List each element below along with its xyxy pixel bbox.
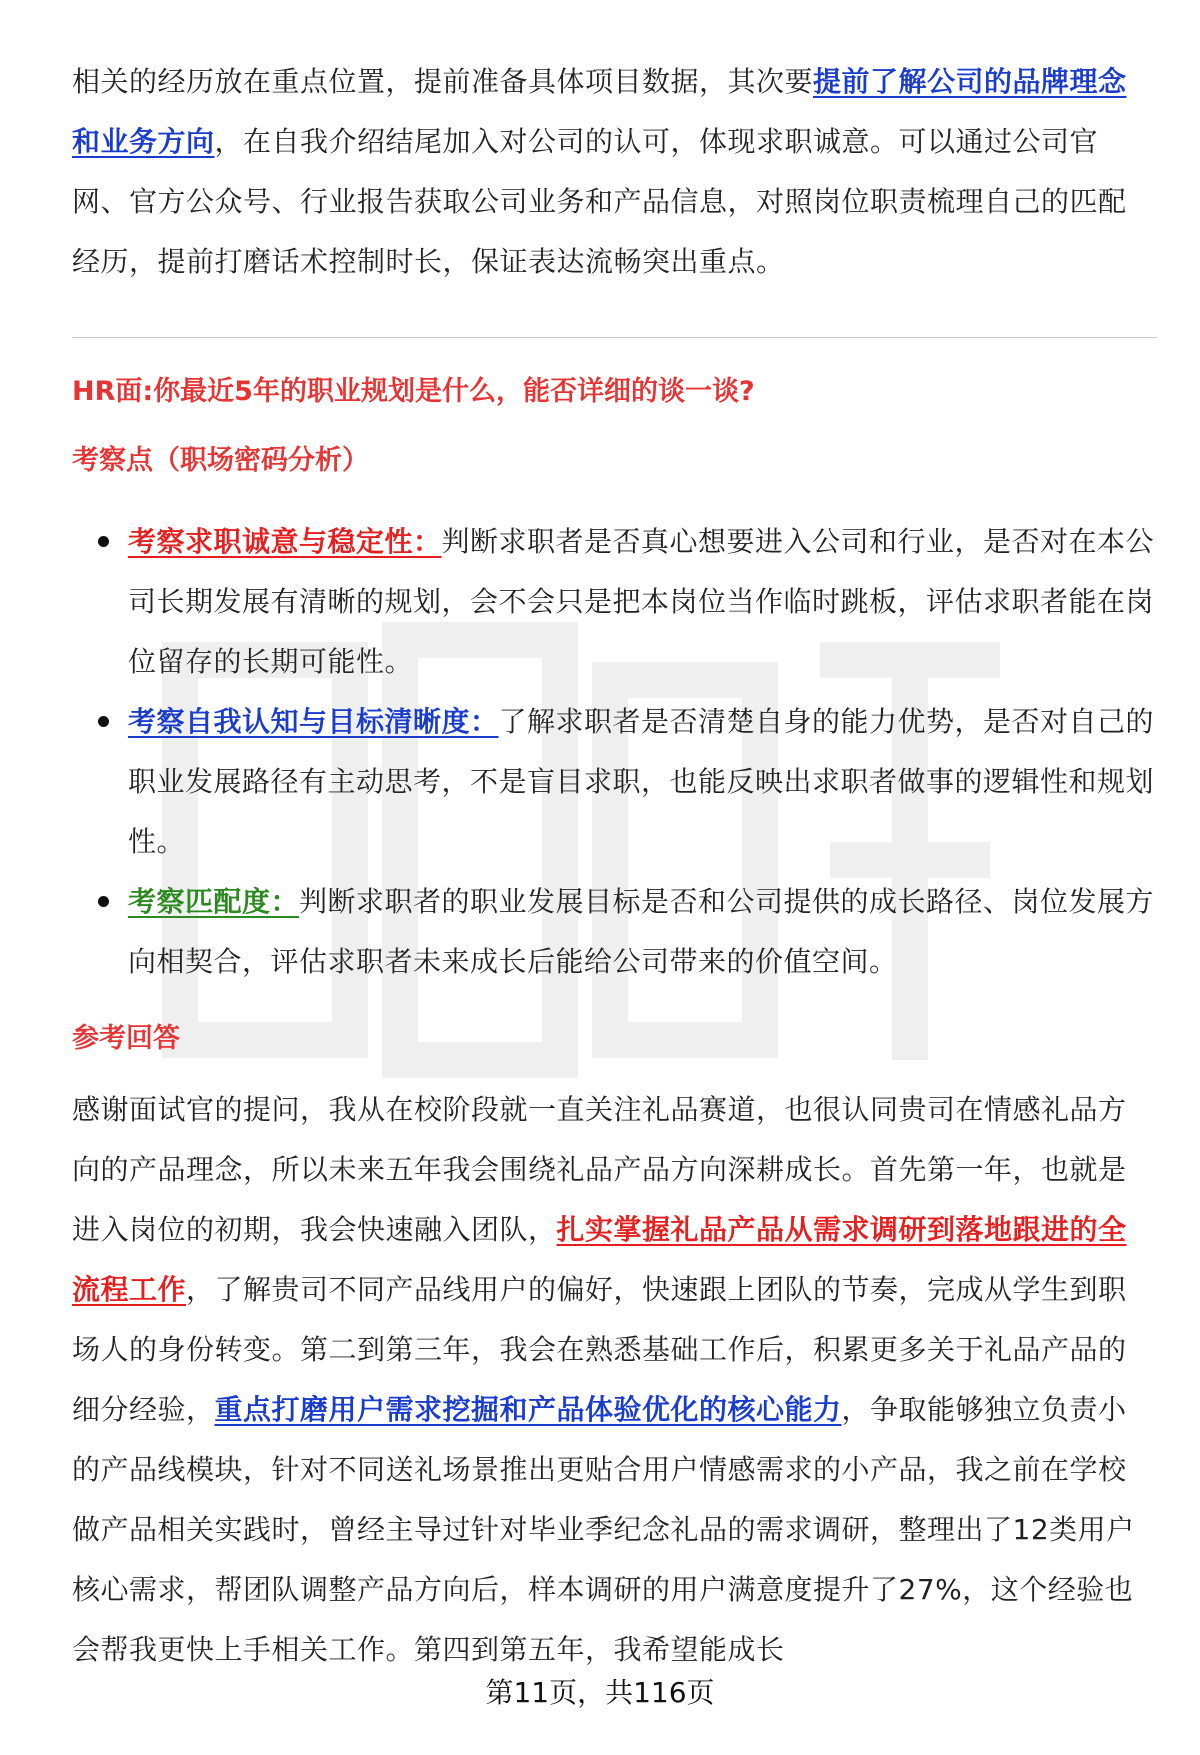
bullet-icon [98,716,109,727]
exam-point-text: 了解求职者是否清楚自身的能力优势，是否对自己的职业发展路径有主动思考，不是盲目求职，也能反映出求职者做事的逻辑性和规划性。 [128,705,1155,858]
exam-points-title: 考察点（职场密码分析） [72,445,369,476]
bullet-icon [98,536,109,547]
reference-answer-title: 参考回答 [72,1023,180,1054]
intro-highlight: 提前了解公司的品牌理念和业务方向 [72,65,1127,158]
list-item [72,872,1162,992]
section-divider [72,337,1157,338]
page-number: 第11页，共116页 [485,1676,715,1709]
answer-paragraph [72,1080,1152,1680]
list-item [72,692,1162,872]
exam-points-list [72,512,1162,992]
exam-point-text: 判断求职者是否真心想要进入公司和行业，是否对在本公司长期发展有清晰的规划，会不会只是把本岗位当作临时跳板，评估求职者能在岗位留存的长期可能性。 [128,525,1155,678]
intro-paragraph [72,52,1152,292]
intro-text-a: 相关的经历放在重点位置，提前准备具体项目数据，其次要 [72,65,814,98]
answer-highlight-red: 扎实掌握礼品产品从需求调研到落地跟进的全流程工作 [72,1213,1127,1306]
bullet-icon [98,896,109,907]
answer-highlight-blue: 重点打磨用户需求挖掘和产品体验优化的核心能力 [214,1393,842,1426]
exam-point-text: 判断求职者的职业发展目标是否和公司提供的成长路径、岗位发展方向相契合，评估求职者未来成长后能给公司带来的价值空间。 [128,885,1155,978]
exam-point-label: 考察自我认知与目标清晰度： [128,705,499,738]
answer-text-b: ，了解贵司不同产品线用户的偏好，快速跟上团队的节奏，完成从学生到职场人的身份转变。第二到第三年，我会在熟悉基础工作后，积累更多关于礼品产品的细分经验， [72,1273,1127,1426]
interview-question: HR面:你最近5年的职业规划是什么，能否详细的谈一谈? [72,376,755,407]
intro-text-b: ，在自我介绍结尾加入对公司的认可，体现求职诚意。可以通过公司官网、官方公众号、行业报告获取公司业务和产品信息，对照岗位职责梳理自己的匹配经历，提前打磨话术控制时长，保证表达流畅突出重点。 [72,125,1127,278]
exam-point-label: 考察匹配度： [128,885,300,918]
list-item [72,512,1162,692]
answer-text-a: 感谢面试官的提问，我从在校阶段就一直关注礼品赛道，也很认同贵司在情感礼品方向的产品理念，所以未来五年我会围绕礼品产品方向深耕成长。首先第一年，也就是进入岗位的初期，我会快速融入团队， [72,1093,1127,1246]
answer-text-c: ，争取能够独立负责小的产品线模块，针对不同送礼场景推出更贴合用户情感需求的小产品，我之前在学校做产品相关实践时，曾经主导过针对毕业季纪念礼品的需求调研，整理出了12类用户核心需求，帮团队调整产品方向后，样本调研的用户满意度提升了27%，这个经验也会帮我更快上手相关工作。第四到第五年，我希望能成长 [72,1393,1135,1666]
exam-point-label: 考察求职诚意与稳定性： [128,525,442,558]
